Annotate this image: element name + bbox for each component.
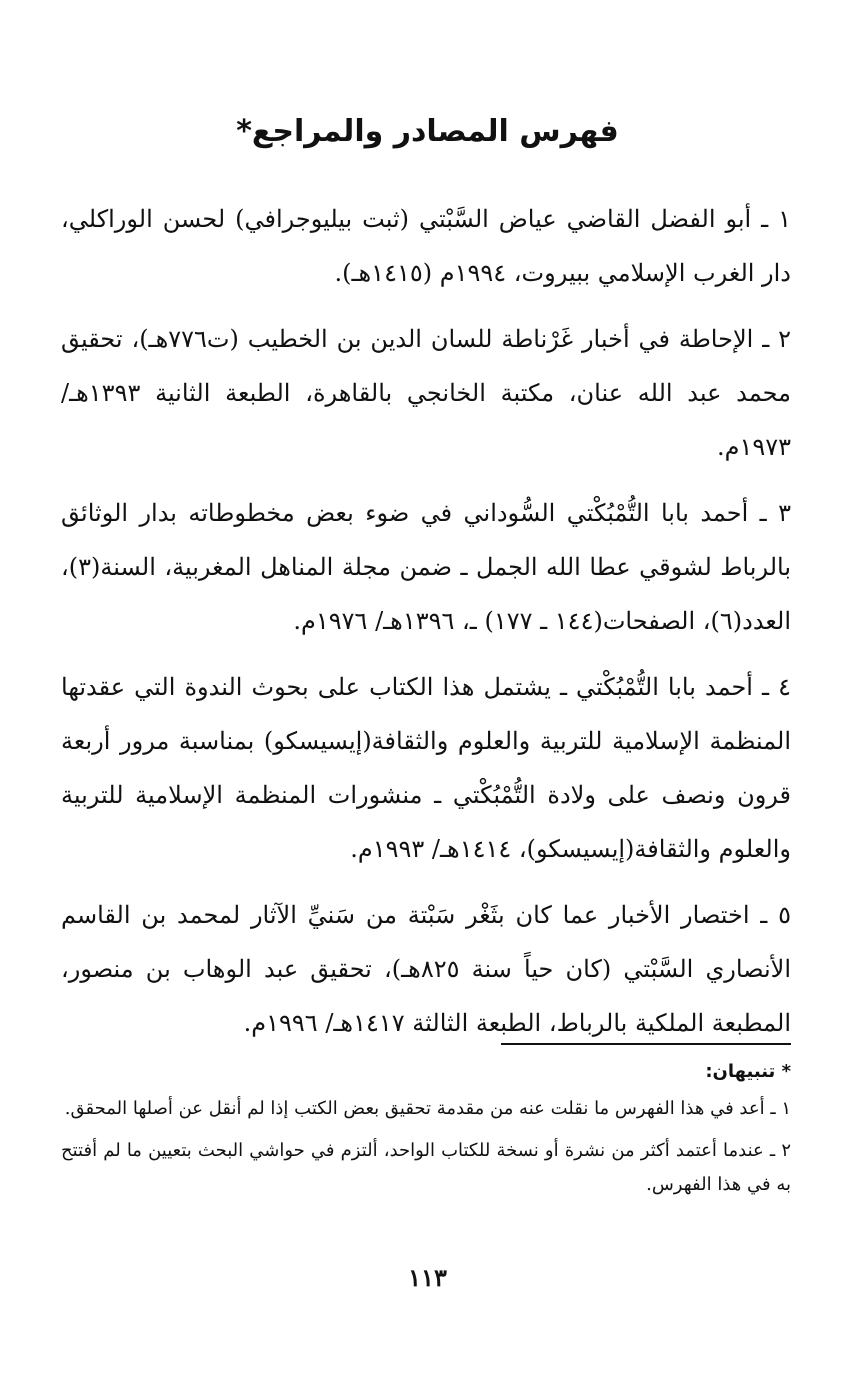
footnote-item-1: ١ ـ أعد في هذا الفهرس ما نقلت عنه من مقدمة تحقيق بعض الكتب إذا لم أنقل عن أصلها المحقق. — [64, 1098, 791, 1119]
reference-entry-4: ٤ ـ أحمد بابا التُّمْبُكْتي ـ يشتمل هذا الكتاب على بحوث الندوة التي عقدتها المنظمة الإسلامية للتربية والعلوم والثقافة(إيسيسكو) بمناسبة مرور أربعة قرون ونصف على ولادة التُّمْبُكْتي ـ منشورات المنظمة الإسلامية للتربية والعلوم والثقافة(إيسيسكو)، ١٤١٤هـ/ ١٩٩٣م. — [61, 673, 791, 863]
footnote-item-2: ٢ ـ عندما أعتمد أكثر من نشرة أو نسخة للكتاب الواحد، ألتزم في حواشي البحث بتعيين ما لم أفتتح به في هذا الفهرس. — [61, 1140, 791, 1195]
footnote-divider — [501, 1043, 791, 1045]
reference-entry-1: ١ ـ أبو الفضل القاضي عياض السَّبْتي (ثبت بيليوجرافي) لحسن الوراكلي، دار الغرب الإسلامي ببيروت، ١٩٩٤م (١٤١٥هـ). — [61, 205, 791, 287]
page-title: فهرس المصادر والمراجع* — [236, 114, 619, 149]
reference-entry-3: ٣ ـ أحمد بابا التُّمْبُكْتي السُّوداني في ضوء بعض مخطوطاته بدار الوثائق بالرباط لشوقي عطا الله الجمل ـ ضمن مجلة المناهل المغربية، السنة(٣)، العدد(٦)، الصفحات(١٤٤ ـ ١٧٧) ـ، ١٣٩٦هـ/ ١٩٧٦م. — [61, 499, 791, 635]
page-number: ١١٣ — [408, 1263, 447, 1292]
reference-entry-2: ٢ ـ الإحاطة في أخبار غَرْناطة للسان الدين بن الخطيب (ت٧٧٦هـ)، تحقيق محمد عبد الله عنان، مكتبة الخانجي بالقاهرة، الطبعة الثانية ١٣٩٣هـ/ ١٩٧٣م. — [61, 325, 791, 461]
references-list — [61, 192, 791, 1062]
footnotes-section — [61, 1056, 791, 1210]
footnotes-heading: * تنبيهان: — [705, 1061, 791, 1082]
reference-entry-5: ٥ ـ اختصار الأخبار عما كان بثَغْر سَبْتة من سَنيِّ الآثار لمحمد بن القاسم الأنصاري السَّبْتي (كان حياً سنة ٨٢٥هـ)، تحقيق عبد الوهاب بن منصور، المطبعة الملكية بالرباط، الطبعة الثالثة ١٤١٧هـ/ ١٩٩٦م. — [61, 901, 791, 1037]
